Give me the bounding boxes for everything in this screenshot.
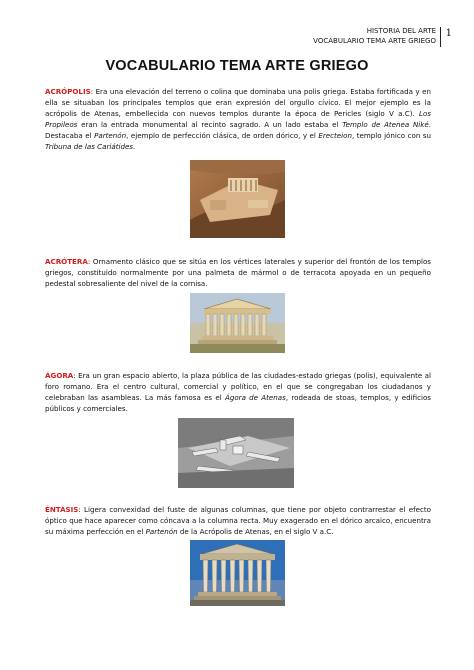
entry-term: ACRÓTERA xyxy=(45,257,88,266)
page-number: 1 xyxy=(445,28,452,39)
entry-acropolis: ACRÓPOLIS: Era una elevación del terreno o colina que dominaba una polis griega. Estaba fortificada y en ella se situaban los principales templos que eran expresión del orgullo cívico. El mejor ejemplo es la acrópolis de Atenas, embellecida con nuevos templos durante la época de Pericles (siglo V a.C). Los Propileos eran la entrada monumental al recinto sagrado. A un lado estaba el Templo de Atenea Niké. Destacaba el Partenón, ejemplo de perfección clásica, de orden dórico, y el Erecteion, templo jónico con su Tribuna de las Cariátides. xyxy=(45,87,432,152)
page-title: VOCABULARIO TEMA ARTE GRIEGO xyxy=(105,58,369,74)
entry-term: ACRÓPOLIS xyxy=(45,87,91,96)
entry-acrotera: ACRÓTERA: Ornamento clásico que se sitúa en los vértices laterales y superior del frontón de los templos griegos, constituido normalmente por una palmeta de mármol o de terracota apoyada en un pequeño pedestal sobresaliente del nivel de la cornisa. xyxy=(45,257,431,289)
header-subject: HISTORIA DEL ARTE xyxy=(366,27,436,35)
acrotera-photo xyxy=(190,293,285,353)
header-divider xyxy=(440,27,441,47)
entry-agora: ÁGORA: Era un gran espacio abierto, la plaza pública de las ciudades-estado griegas (polis), equivalente al foro romano. Era el centro cultural, comercial y político, en el que se congregaban los ciudadanos y celebraban las asambleas. La más famosa es el Ágora de Atenas, rodeada de stoas, templos, y edificios públicos y comerciales. xyxy=(45,371,431,414)
entasis-photo xyxy=(190,540,285,606)
entry-term: ÉNTASIS xyxy=(45,505,79,514)
entry-entasis: ÉNTASIS: Ligera convexidad del fuste de algunas columnas, que tiene por objeto contrarrestar el efecto óptico que hace aparecer como cóncava a la columna recta. Muy exagerado en el dórico arcaico, encuentra su máxima perfección en el Partenón de la Acrópolis de Atenas, en el siglo V a.C. xyxy=(45,505,431,537)
agora-photo xyxy=(178,418,294,488)
document-header xyxy=(313,26,436,46)
header-topic: VOCABULARIO TEMA ARTE GRIEGO xyxy=(313,37,436,45)
entry-term: ÁGORA xyxy=(45,371,74,380)
acropolis-photo xyxy=(190,160,285,238)
